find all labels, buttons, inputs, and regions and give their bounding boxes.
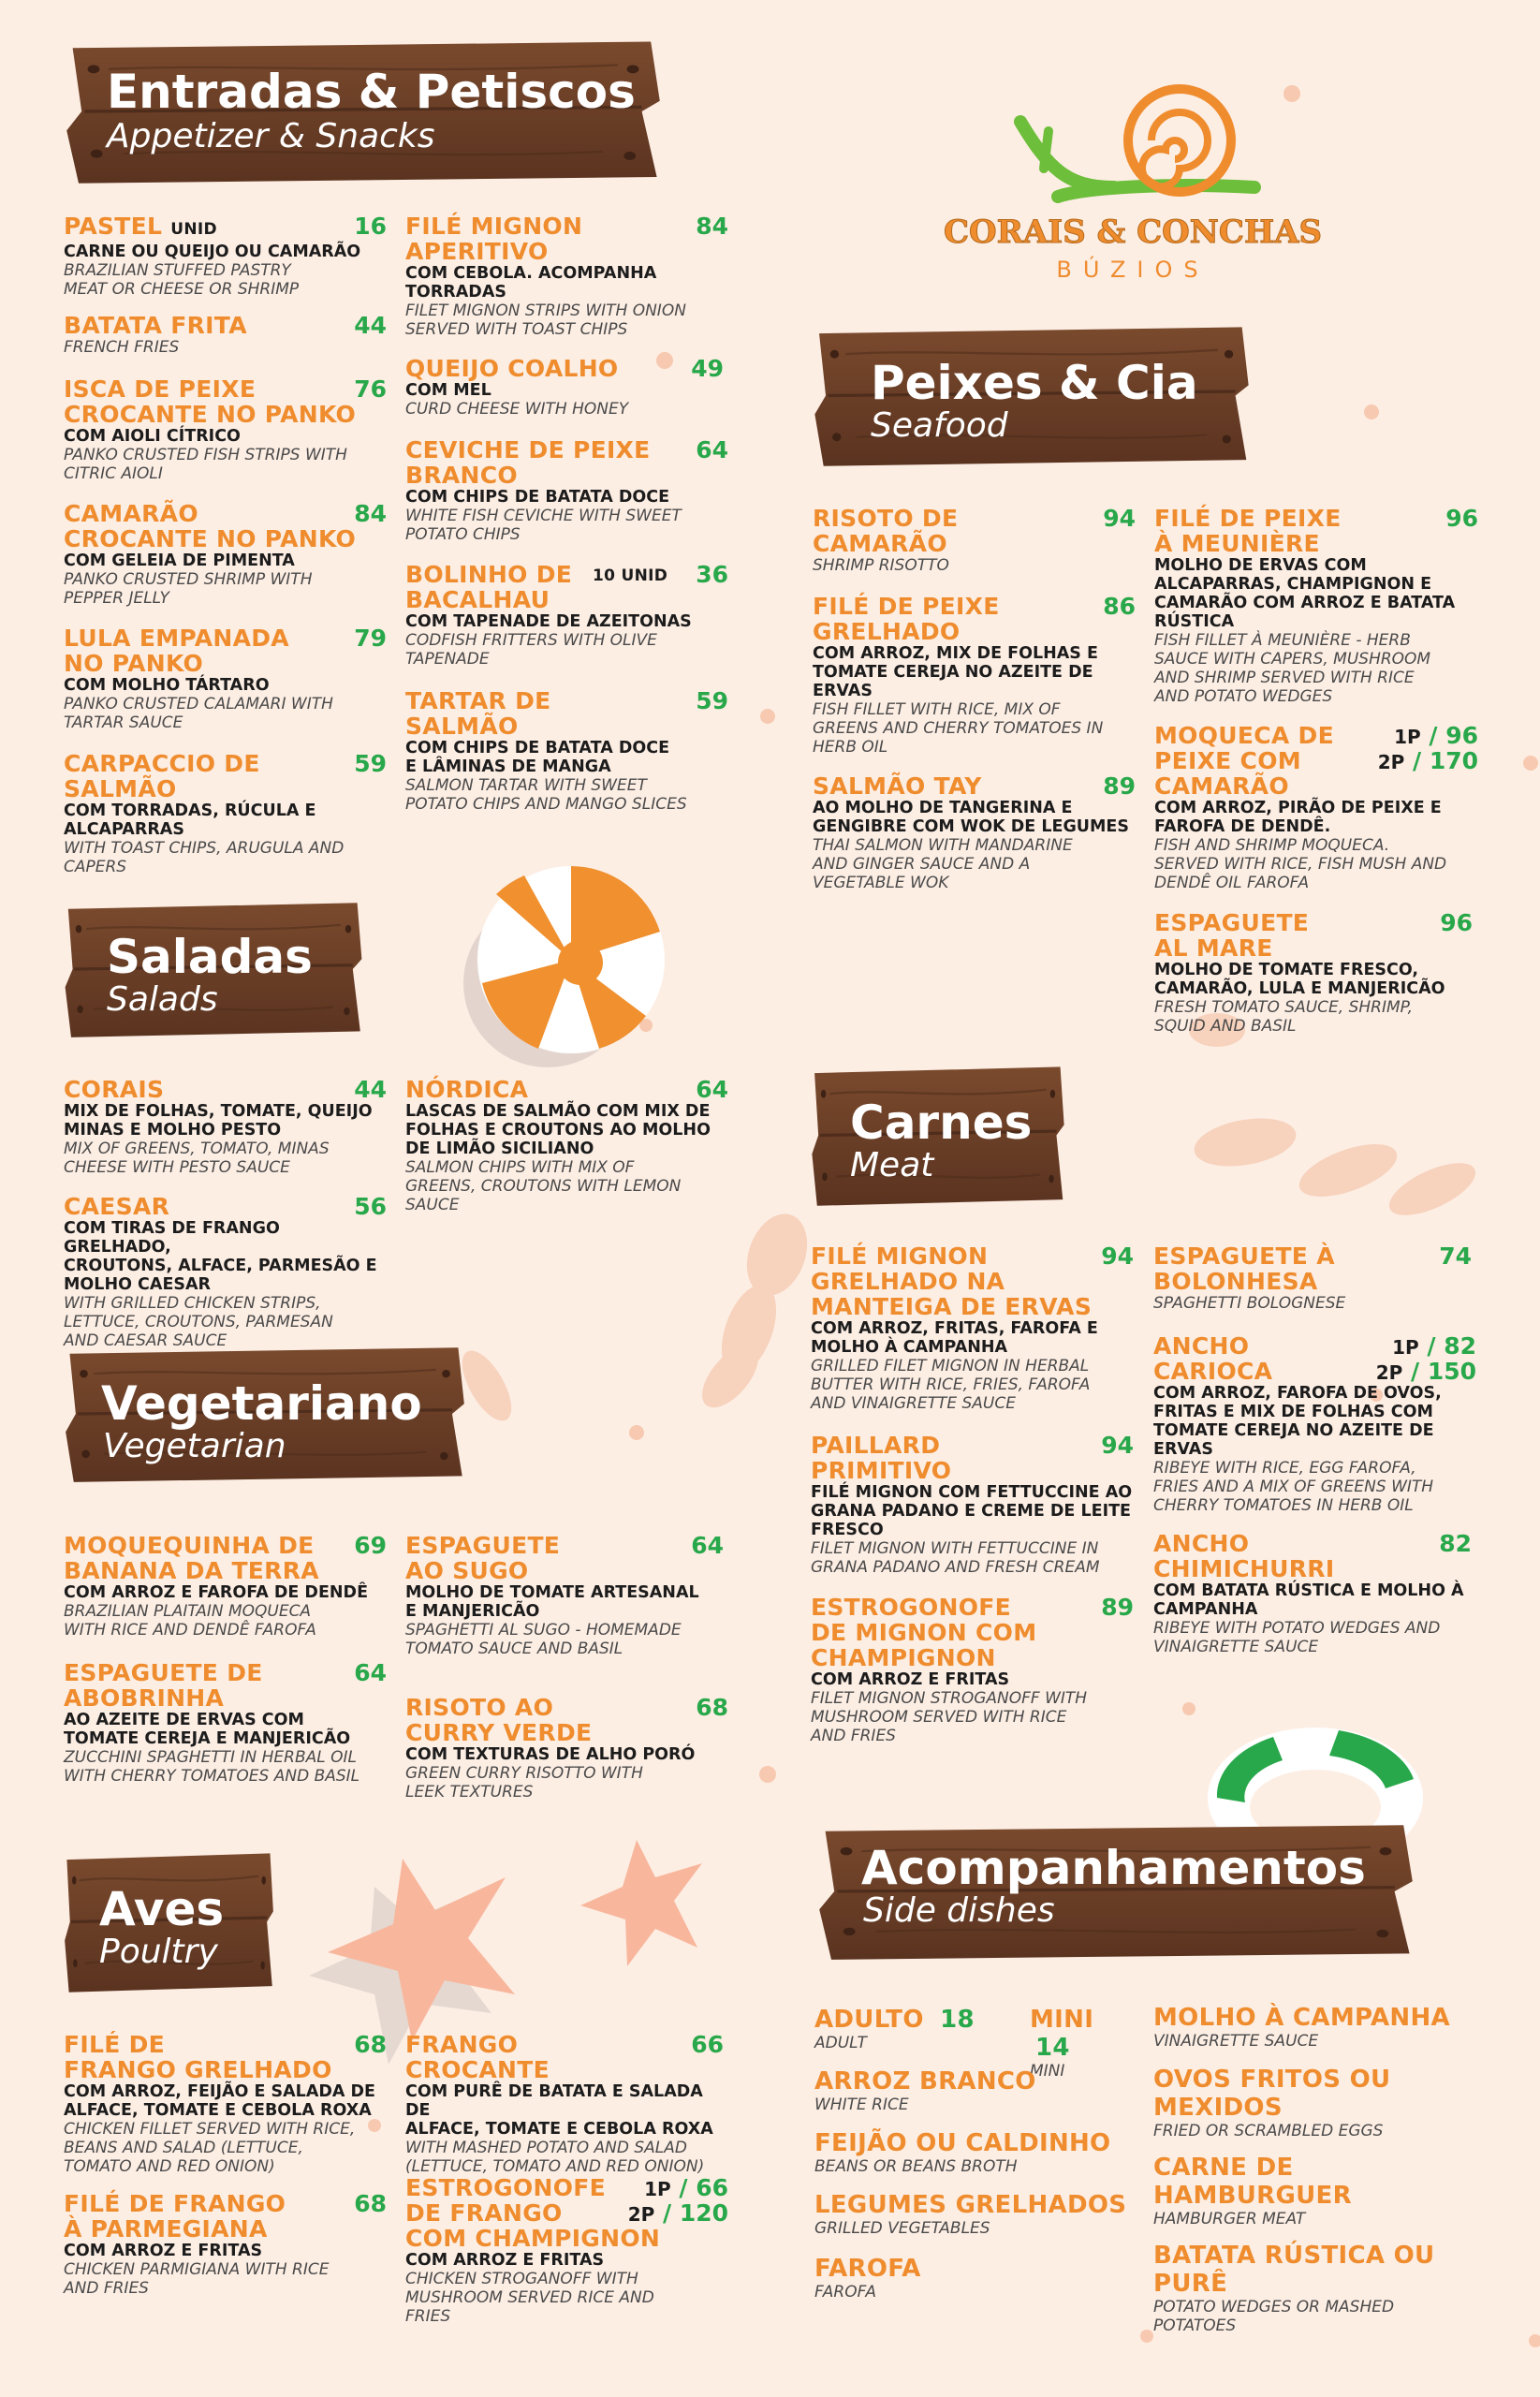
item-desc-pt: AO MOLHO DE TANGERINA E GENGIBRE COM WOK DE LEGUMES (813, 799, 1129, 836)
item-desc-pt: FILÉ MIGNON COM FETTUCCINE AO GRANA PADANO E CREME DE LEITE FRESCO (811, 1483, 1133, 1539)
menu-item-salmao-tay (813, 773, 1136, 892)
item-name: CARPACCIO DE SALMÃO (64, 750, 260, 802)
snail-logo-icon (927, 75, 1339, 225)
item-price: 94 (1101, 1243, 1134, 1270)
menu-item-ancho-chimichurri (1153, 1531, 1472, 1656)
item-name: CEVICHE DE PEIXE BRANCO (405, 436, 651, 489)
menu-item-ancho-carioca (1153, 1333, 1476, 1515)
item-desc-en: FILET MIGNON STRIPS WITH ONION SERVED WITH TOAST CHIPS (405, 301, 686, 339)
item-desc-en: FILET MIGNON WITH FETTUCCINE IN GRANA PADANO AND FRESH CREAM (811, 1539, 1100, 1577)
item-name: LEGUMES GRELHADOS (814, 2191, 1127, 2219)
item-name: ESPAGUETE AL MARE (1154, 909, 1310, 962)
item-name: FILÉ DE FRANGO GRELHADO (64, 2031, 332, 2083)
item-name: RISOTO AO CURRY VERDE (405, 1694, 593, 1746)
item-desc-en: FISH FILLET À MEUNIÈRE - HERB SAUCE WITH CAPERS, MUSHROOM AND SHRIMP SERVED WITH RICE AND POTATO WEDGES (1154, 631, 1431, 706)
menu-item-caesar (64, 1194, 387, 1350)
item-price-2p: 2P / 150 (1375, 1358, 1476, 1385)
item-desc-en: PANKO CRUSTED CALAMARI WITH TARTAR SAUCE (64, 695, 333, 732)
item-desc-en: PANKO CRUSTED SHRIMP WITH PEPPER JELLY (64, 570, 313, 608)
section-board-seafood (813, 323, 1251, 468)
item-price: 59 (354, 750, 387, 777)
item-name: CAMARÃO CROCANTE NO PANKO (64, 500, 357, 552)
item-price-1p: 1P / 66 (644, 2174, 728, 2201)
item-price: 59 (696, 687, 728, 714)
item-desc-en: WITH TOAST CHIPS, ARUGULA AND CAPERS (64, 839, 345, 876)
menu-item-moqueca (1154, 723, 1478, 892)
menu-item-bolonhesa (1153, 1243, 1472, 1313)
item-name: RISOTO DE CAMARÃO (813, 505, 959, 557)
item-desc-pt: COM ARROZ, FAROFA DE OVOS, FRITAS E MIX DE FOLHAS COM TOMATE CEREJA NO AZEITE DE ERVAS (1153, 1384, 1442, 1459)
section-subtitle: Salads (107, 980, 218, 1019)
item-desc-pt: COM TORRADAS, RÚCULA E ALCAPARRAS (64, 801, 316, 839)
menu-item-espaguete-abobrinha (64, 1660, 387, 1786)
item-desc-en: FRIED OR SCRAMBLED EGGS (1153, 2122, 1384, 2140)
item-price: 94 (1103, 505, 1136, 532)
section-title: Vegetariano (101, 1376, 422, 1431)
menu-item-batata-frita (64, 313, 387, 357)
item-name: PASTEL (64, 213, 163, 240)
item-name: BATATA RÚSTICA OU PURÊ (1153, 2242, 1435, 2298)
menu-item-peixe-grelhado (813, 594, 1136, 757)
item-desc-en: RIBEYE WITH POTATO WEDGES AND VINAIGRETTE SAUCE (1153, 1619, 1441, 1656)
section-title: Aves (99, 1882, 225, 1936)
section-title: Entradas & Petiscos (107, 65, 636, 119)
item-price: 79 (354, 625, 387, 652)
item-name: LULA EMPANADA NO PANKO (64, 625, 289, 677)
item-desc-pt: COM ARROZ E FRITAS (64, 2242, 263, 2260)
item-price: 68 (354, 2190, 387, 2217)
item-price: 76 (354, 375, 387, 403)
menu-item-paillard (811, 1433, 1134, 1577)
item-desc-en: GRILLED FILET MIGNON IN HERBAL BUTTER WITH RICE, FRIES, FAROFA AND VINAIGRETTE SAUCE (811, 1357, 1091, 1413)
item-desc-pt: COM TAPENADE DE AZEITONAS (405, 612, 692, 631)
item-desc-pt: MOLHO DE ERVAS COM ALCAPARRAS, CHAMPIGNON E CAMARÃO COM ARROZ E BATATA RÚSTICA (1154, 556, 1456, 631)
item-name: ARROZ BRANCO (814, 2067, 1036, 2096)
item-price: 89 (1101, 1594, 1134, 1621)
item-name: MINI (1030, 2006, 1094, 2034)
item-desc-en: GRILLED VEGETABLES (814, 2219, 990, 2238)
item-desc-en: WHITE FISH CEVICHE WITH SWEET POTATO CHIPS (405, 507, 682, 544)
item-desc-pt: COM CHIPS DE BATATA DOCE (405, 488, 670, 507)
item-price: 89 (1103, 772, 1136, 800)
menu-item-meuniere (1154, 506, 1478, 706)
menu-item-file-frango (64, 2032, 387, 2176)
item-desc-pt: COM ARROZ E FAROFA DE DENDÊ (64, 1583, 369, 1602)
item-name: ESPAGUETE AO SUGO (405, 1532, 561, 1584)
item-desc-en: POTATO WEDGES OR MASHED POTATOES (1153, 2298, 1395, 2335)
item-desc-en: ADULT (814, 2034, 867, 2052)
item-name: TARTAR DE SALMÃO (405, 687, 551, 740)
menu-item-estrogonofe-frango (405, 2175, 728, 2326)
item-name: FRANGO CROCANTE (405, 2031, 550, 2083)
item-desc-en: SPAGHETTI AL SUGO - HOMEMADE TOMATO SAUCE AND BASIL (405, 1621, 682, 1658)
item-desc-en: FRESH TOMATO SAUCE, SHRIMP, SQUID AND BASIL (1154, 998, 1413, 1036)
menu-item-file-manteiga (811, 1243, 1134, 1413)
item-desc-pt: COM ARROZ, PIRÃO DE PEIXE E FAROFA DE DENDÊ. (1154, 799, 1442, 836)
item-desc-en: BRAZILIAN PLAITAIN MOQUECA WITH RICE AND DENDÊ FAROFA (64, 1602, 316, 1640)
item-price: 86 (1103, 593, 1136, 620)
section-subtitle: Appetizer & Snacks (107, 117, 435, 155)
item-desc-pt: CARNE OU QUEIJO OU CAMARÃO (64, 243, 361, 261)
item-name: SALMÃO TAY (813, 772, 982, 800)
item-price: 96 (1440, 909, 1473, 936)
item-desc-en: GREEN CURRY RISOTTO WITH LEEK TEXTURES (405, 1764, 643, 1801)
item-unit: 10 UNID (593, 566, 668, 585)
item-price: 68 (354, 2031, 387, 2058)
item-desc-pt: COM ARROZ E FRITAS (405, 2251, 605, 2270)
menu-item-risoto-camarao (813, 506, 1136, 575)
item-price: 64 (354, 1659, 387, 1686)
item-price: 84 (696, 213, 728, 240)
section-board-sides (816, 1821, 1415, 1962)
item-desc-en: WHITE RICE (814, 2096, 909, 2114)
item-desc-en: THAI SALMON WITH MANDARINE AND GINGER SAUCE AND A VEGETABLE WOK (813, 836, 1073, 892)
item-desc-pt: COM CEBOLA. ACOMPANHA TORRADAS (405, 264, 657, 301)
item-price: 96 (1445, 505, 1478, 532)
menu-item-frango-crocante (405, 2032, 724, 2176)
item-desc-en: CODFISH FRITTERS WITH OLIVE TAPENADE (405, 631, 657, 669)
item-desc-pt: COM BATATA RÚSTICA E MOLHO À CAMPANHA (1153, 1581, 1464, 1619)
side-item-ovos (1153, 2066, 1476, 2140)
item-desc-en: MIX OF GREENS, TOMATO, MINAS CHEESE WITH PESTO SAUCE (64, 1140, 330, 1177)
section-subtitle: Seafood (871, 406, 1008, 445)
item-name: MOLHO À CAMPANHA (1153, 2004, 1450, 2032)
item-desc-pt: COM MEL (405, 381, 491, 400)
section-title: Peixes & Cia (871, 356, 1198, 410)
item-name: FAROFA (814, 2255, 921, 2283)
item-price: 82 (1439, 1530, 1472, 1557)
item-desc-en: FRENCH FRIES (64, 338, 180, 357)
section-subtitle: Side dishes (863, 1891, 1055, 1930)
section-subtitle: Vegetarian (103, 1427, 286, 1465)
side-item-molho-campanha (1153, 2004, 1476, 2051)
item-desc-pt: COM GELEIA DE PIMENTA (64, 551, 295, 570)
item-desc-pt: COM TIRAS DE FRANGO GRELHADO, CROUTONS, ALFACE, PARMESÃO E MOLHO CAESAR (64, 1219, 377, 1294)
section-title: Carnes (850, 1096, 1033, 1150)
item-desc-en: WITH MASHED POTATO AND SALAD (LETTUCE, TOMATO AND RED ONION) (405, 2139, 705, 2176)
menu-item-lula (64, 625, 387, 732)
item-price: 44 (354, 312, 387, 339)
item-desc-en: BRAZILIAN STUFFED PASTRY MEAT OR CHEESE OR SHRIMP (64, 261, 300, 299)
item-price: 94 (1101, 1432, 1134, 1459)
side-item-batata-rustica (1153, 2242, 1476, 2335)
menu-item-tartar-salmao (405, 688, 728, 814)
item-name: NÓRDICA (405, 1076, 529, 1103)
item-desc-pt: LASCAS DE SALMÃO COM MIX DE FOLHAS E CROUTONS AO MOLHO DE LIMÃO SICILIANO (405, 1102, 711, 1158)
item-price: 84 (354, 500, 387, 527)
menu-item-pastel (64, 213, 387, 299)
section-title: Saladas (107, 930, 313, 984)
item-name: FILÉ DE PEIXE GRELHADO (813, 593, 1000, 645)
item-desc-en: BEANS OR BEANS BROTH (814, 2157, 1018, 2176)
item-price: 18 (940, 2006, 975, 2034)
item-price-1p: 1P / 96 (1394, 722, 1478, 749)
item-desc-en: RIBEYE WITH RICE, EGG FAROFA, FRIES AND A MIX OF GREENS WITH CHERRY TOMATOES IN HERB OIL (1153, 1459, 1434, 1515)
section-title: Acompanhamentos (861, 1841, 1366, 1895)
menu-item-risoto-curry (405, 1695, 728, 1801)
item-price: 64 (696, 1076, 728, 1103)
item-desc-en: SPAGHETTI BOLOGNESE (1153, 1294, 1346, 1313)
logo (927, 75, 1339, 290)
item-desc-pt: COM AIOLI CÍTRICO (64, 427, 241, 446)
item-desc-pt: MOLHO DE TOMATE FRESCO, CAMARÃO, LULA E MANJERICÃO (1154, 961, 1445, 998)
side-item-carne-hamburguer (1153, 2154, 1476, 2228)
item-name: BATATA FRITA (64, 312, 247, 339)
item-desc-en: SHRIMP RISOTTO (813, 556, 949, 575)
item-desc-en: FISH FILLET WITH RICE, MIX OF GREENS AND CHERRY TOMATOES IN HERB OIL (813, 700, 1104, 757)
item-desc-en: SALMON TARTAR WITH SWEET POTATO CHIPS AND MANGO SLICES (405, 776, 687, 814)
item-name: MOQUECA DE PEIXE COM CAMARÃO (1154, 722, 1334, 800)
side-item-feijao (814, 2129, 1137, 2176)
item-desc-en: PANKO CRUSTED FISH STRIPS WITH CITRIC AIOLI (64, 446, 347, 483)
item-desc-pt: COM ARROZ, FRITAS, FAROFA E MOLHO À CAMPANHA (811, 1319, 1098, 1357)
item-desc-pt: COM ARROZ, FEIJÃO E SALADA DE ALFACE, TOMATE E CEBOLA ROXA (64, 2082, 376, 2120)
item-name: CORAIS (64, 1076, 165, 1103)
brand-name: CORAIS & CONCHAS (943, 213, 1322, 251)
item-price: 36 (696, 561, 728, 588)
menu-item-corais (64, 1077, 387, 1177)
item-desc-en: SALMON CHIPS WITH MIX OF GREENS, CROUTONS WITH LEMON SAUCE (405, 1158, 682, 1214)
section-subtitle: Poultry (99, 1933, 218, 1971)
item-name: CARNE DE HAMBURGUER (1153, 2154, 1352, 2210)
item-price-1p: 1P / 82 (1392, 1332, 1476, 1360)
item-price: 14 (1035, 2034, 1070, 2062)
item-desc-en: FILET MIGNON STROGANOFF WITH MUSHROOM SERVED WITH RICE AND FRIES (811, 1689, 1088, 1745)
item-price: 69 (354, 1532, 387, 1559)
item-desc-en: CURD CHEESE WITH HONEY (405, 400, 629, 419)
menu-item-espaguete-sugo (405, 1533, 724, 1658)
item-name: ISCA DE PEIXE CROCANTE NO PANKO (64, 375, 357, 428)
item-price: 16 (354, 213, 387, 240)
item-desc-pt: COM CHIPS DE BATATA DOCE E LÂMINAS DE MANGA (405, 739, 670, 776)
item-price-2p: 2P / 120 (627, 2199, 728, 2227)
side-item-legumes (814, 2191, 1147, 2238)
item-name: ESPAGUETE DE ABOBRINHA (64, 1659, 263, 1712)
item-desc-pt: COM TEXTURAS DE ALHO PORÓ (405, 1745, 696, 1764)
item-price: 74 (1439, 1243, 1472, 1270)
item-name: FILÉ DE FRANGO À PARMEGIANA (64, 2190, 286, 2243)
item-name: CAESAR (64, 1193, 170, 1220)
item-unit: UNID (170, 220, 217, 239)
item-name: FILÉ MIGNON GRELHADO NA MANTEIGA DE ERVAS (811, 1243, 1093, 1320)
section-board-salads (64, 899, 363, 1039)
menu-item-al-mare (1154, 910, 1473, 1036)
item-name: ESPAGUETE À BOLONHESA (1153, 1243, 1335, 1295)
item-desc-en: MINI (1030, 2062, 1065, 2081)
item-desc-pt: MOLHO DE TOMATE ARTESANAL E MANJERICÃO (405, 1583, 699, 1621)
menu-item-ceviche (405, 437, 728, 544)
item-name: ADULTO (814, 2006, 924, 2034)
item-desc-en: FAROFA (814, 2283, 877, 2301)
item-price: 66 (691, 2031, 724, 2058)
section-subtitle: Meat (850, 1146, 934, 1184)
item-name: QUEIJO COALHO (405, 355, 619, 382)
item-name: FILÉ DE PEIXE À MEUNIÈRE (1154, 505, 1342, 557)
section-board-poultry (64, 1849, 274, 1994)
item-price: 49 (691, 355, 724, 382)
item-desc-pt: COM PURÊ DE BATATA E SALADA DE ALFACE, TOMATE E CEBOLA ROXA (405, 2082, 713, 2139)
item-name: FILÉ MIGNON APERITIVO (405, 213, 583, 265)
item-price: 64 (691, 1532, 724, 1559)
item-desc-pt: COM MOLHO TÁRTARO (64, 676, 270, 695)
item-price: 44 (354, 1076, 387, 1103)
item-name: OVOS FRITOS OU MEXIDOS (1153, 2066, 1391, 2122)
menu-item-nordica (405, 1077, 728, 1214)
item-name: BOLINHO DE BACALHAU (405, 561, 573, 613)
menu-item-moquequinha (64, 1533, 387, 1640)
item-desc-en: CHICKEN FILLET SERVED WITH RICE, BEANS AND SALAD (LETTUCE, TOMATO AND RED ONION) (64, 2120, 356, 2176)
item-desc-en: CHICKEN PARMIGIANA WITH RICE AND FRIES (64, 2260, 330, 2298)
item-desc-en: HAMBURGER MEAT (1153, 2210, 1306, 2228)
item-price: 68 (696, 1694, 728, 1721)
item-desc-en: ZUCCHINI SPAGHETTI IN HERBAL OIL WITH CHERRY TOMATOES AND BASIL (64, 1748, 360, 1786)
menu-item-parmegiana (64, 2191, 387, 2298)
item-desc-pt: MIX DE FOLHAS, TOMATE, QUEIJO MINAS E MOLHO PESTO (64, 1102, 373, 1140)
item-price-2p: 2P / 170 (1377, 747, 1478, 774)
item-name: PAILLARD PRIMITIVO (811, 1432, 952, 1484)
item-desc-pt: COM ARROZ, MIX DE FOLHAS E TOMATE CEREJA NO AZEITE DE ERVAS (813, 644, 1098, 700)
item-desc-en: VINAIGRETTE SAUCE (1153, 2032, 1319, 2051)
section-board-appetizers (64, 37, 663, 185)
brand-place: BÚZIOS (1056, 257, 1210, 283)
menu-item-isca-peixe (64, 376, 387, 483)
item-price: 64 (696, 436, 728, 463)
menu-item-bolinho-bacalhau (405, 562, 728, 669)
menu-item-estrogonofe-mignon (811, 1595, 1134, 1745)
side-item-arroz (814, 2067, 1137, 2114)
item-name: ANCHO CHIMICHURRI (1153, 1530, 1335, 1582)
item-price: 56 (354, 1193, 387, 1220)
item-desc-pt: COM ARROZ E FRITAS (811, 1670, 1010, 1689)
item-name: FEIJÃO OU CALDINHO (814, 2129, 1111, 2157)
item-name: ANCHO CARIOCA (1153, 1332, 1273, 1385)
menu-item-file-aperitivo (405, 213, 728, 339)
item-desc-en: WITH GRILLED CHICKEN STRIPS, LETTUCE, CROUTONS, PARMESAN AND CAESAR SAUCE (64, 1294, 333, 1350)
section-board-meat (811, 1063, 1065, 1208)
item-desc-en: FISH AND SHRIMP MOQUECA. SERVED WITH RICE, FISH MUSH AND DENDÊ OIL FAROFA (1154, 836, 1447, 892)
side-item-adulto (814, 2006, 978, 2052)
item-desc-en: CHICKEN STROGANOFF WITH MUSHROOM SERVED RICE AND FRIES (405, 2270, 654, 2326)
section-board-vegetarian (64, 1344, 466, 1484)
item-name: MOQUEQUINHA DE BANANA DA TERRA (64, 1532, 319, 1584)
item-name: ESTROGONOFE DE MIGNON COM CHAMPIGNON (811, 1594, 1037, 1671)
menu-item-carpaccio (64, 751, 387, 876)
menu-item-queijo-coalho (405, 356, 724, 419)
menu-item-camarao-crocante (64, 501, 387, 608)
item-name: ESTROGONOFE DE FRANGO COM CHAMPIGNON (405, 2174, 661, 2252)
item-desc-pt: AO AZEITE DE ERVAS COM TOMATE CEREJA E MANJERICÃO (64, 1711, 351, 1748)
side-item-farofa (814, 2255, 1137, 2301)
